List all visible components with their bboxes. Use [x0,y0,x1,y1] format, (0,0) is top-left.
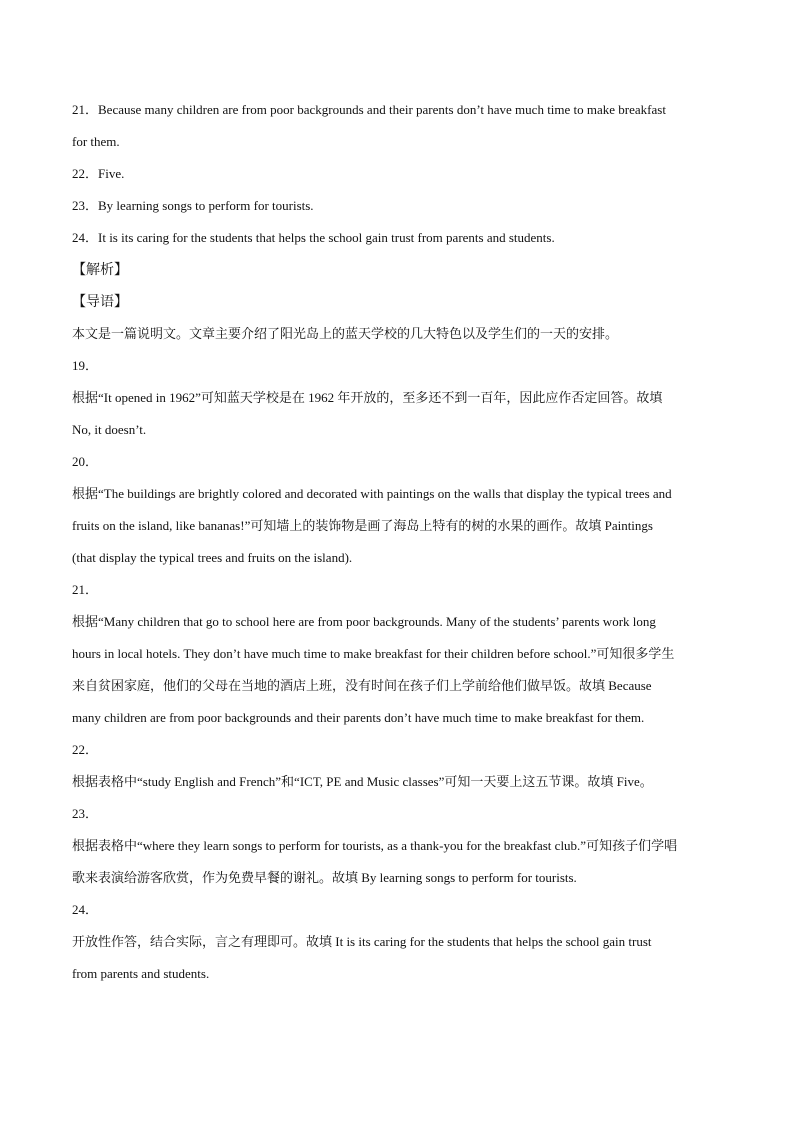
explanation-20 [72,446,728,574]
explanation-line: 根据“The buildings are brightly colored and decorated with paintings on the walls that display the typical trees and [72,486,672,501]
answer-section [72,94,728,254]
explanation-number: 21． [72,582,99,597]
explanation-line: (that display the typical trees and fruits on the island). [72,550,353,565]
explanation-number: 22． [72,742,99,757]
explanation-line: fruits on the island, like bananas!”可知墙上的装饰物是画了海岛上特有的树的水果的画作。故填 Paintings [72,518,653,533]
explanation-line: many children are from poor backgrounds and their parents don’t have much time to make breakfast for them. [72,710,645,725]
explanation-22 [72,734,728,798]
explanation-line: No, it doesn’t. [72,422,147,437]
explanation-number: 23． [72,806,99,821]
explanation-19 [72,350,728,446]
answer-line-24: 24．It is its caring for the students that helps the school gain trust from parents and students. [72,230,555,245]
explanation-21 [72,574,728,734]
explanation-line: 根据“Many children that go to school here are from poor backgrounds. Many of the students’ parents work long [72,614,656,629]
explanation-line: from parents and students. [72,966,210,981]
explanation-line: 来自贫困家庭，他们的父母在当地的酒店上班，没有时间在孩子们上学前给他们做早饭。故填 Because [72,678,652,693]
explanation-23 [72,798,728,894]
explanation-line: 开放性作答，结合实际，言之有理即可。故填 It is its caring for the students that helps the school gain trust [72,934,652,949]
explanation-24 [72,894,728,990]
guide-heading: 【导语】 [72,294,128,310]
explanation-number: 19． [72,358,99,373]
answer-line-22: 22．Five. [72,166,125,181]
answer-line-21b: for them. [72,134,120,149]
answer-line-21a: 21．Because many children are from poor backgrounds and their parents don’t have much time to make breakfast [72,102,666,117]
explanation-line: 根据表格中“study English and French”和“ICT, PE and Music classes”可知一天要上这五节课。故填 Five。 [72,774,653,789]
explanation-line: 根据“It opened in 1962”可知蓝天学校是在 1962 年开放的，至多还不到一百年，因此应作否定回答。故填 [72,390,663,405]
explanation-number: 24． [72,902,99,917]
explanation-number: 20． [72,454,99,469]
intro-paragraph: 本文是一篇说明文。文章主要介绍了阳光岛上的蓝天学校的几大特色以及学生们的一天的安排。 [72,326,619,341]
explanation-line: hours in local hotels. They don’t have much time to make breakfast for their children before school.”可知很多学生 [72,646,675,661]
answer-line-23: 23．By learning songs to perform for tourists. [72,198,314,213]
explanation-line: 根据表格中“where they learn songs to perform for tourists, as a thank-you for the breakfast club.”可知孩子们学唱 [72,838,678,853]
analysis-heading: 【解析】 [72,262,128,278]
explanation-line: 歌来表演给游客欣赏，作为免费早餐的谢礼。故填 By learning songs to perform for tourists. [72,870,577,885]
document-page [72,94,728,990]
